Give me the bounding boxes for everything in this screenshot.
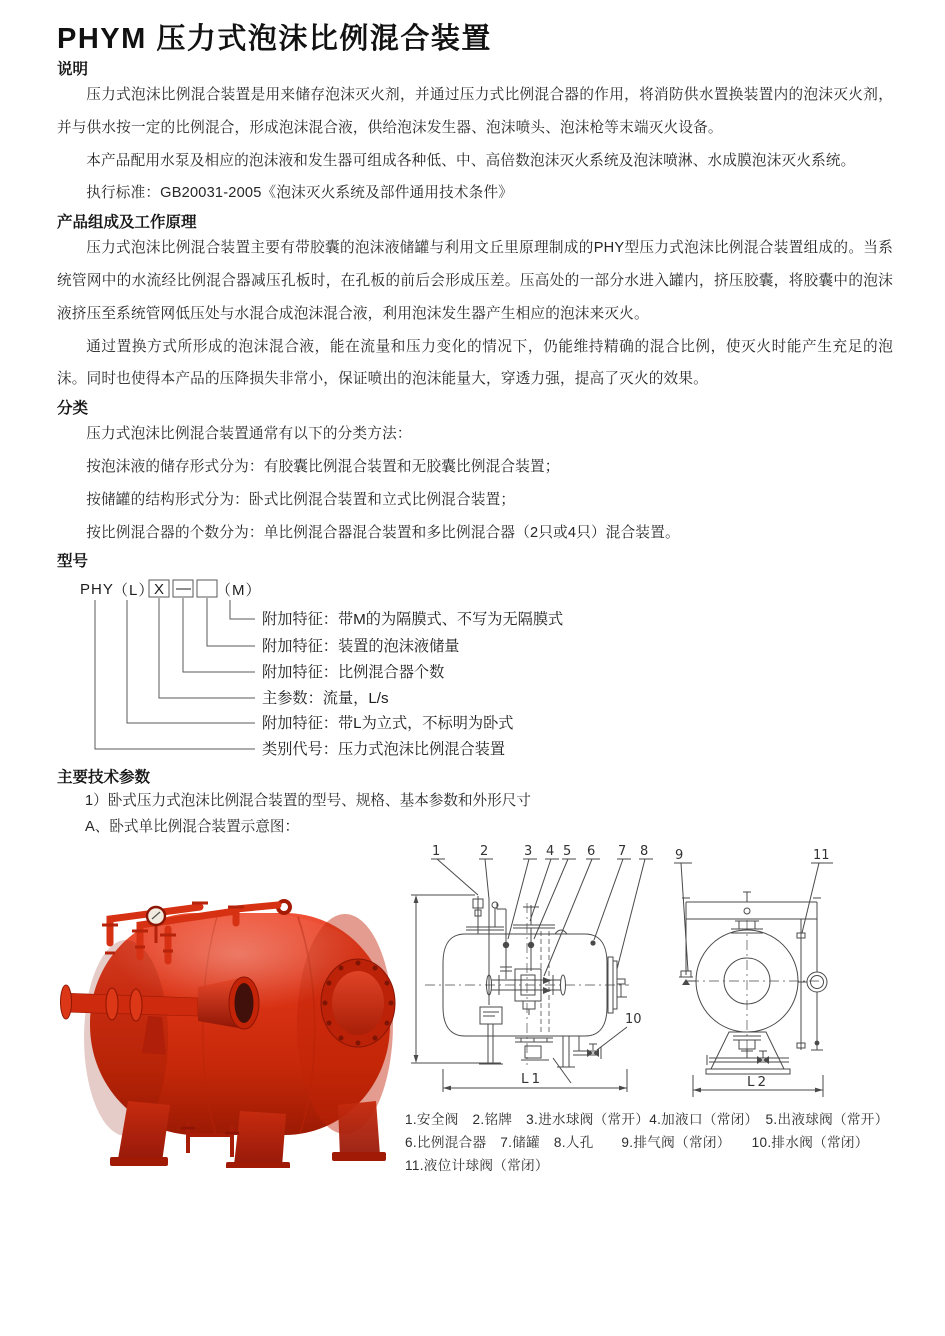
callout-2: 2 [480,844,489,860]
model-connector-dash [183,598,255,672]
model-label: 附加特征：装置的泡沫液储量 [262,638,460,656]
caption-line: 1.安全阀 2.铭牌 3.进水球阀（常开）4.加液口（常闭） 5.出液球阀（常开） [405,1112,889,1128]
callout-9: 9 [675,848,684,864]
principle-paragraph: 通过置换方式所形成的泡沫混合液，能在流量和压力变化的情况下，仍能维持精确的混合比例，使灭火时能产生充足的泡沫。同时也使得本产品的压降损失非常小，保证喷出的泡沫能量大，穿透力强，提高了灭火的效果。 [57,338,893,388]
callout-5: 5 [563,844,572,860]
principle-paragraph: 压力式泡沫比例混合装置主要有带胶囊的泡沫液储罐与利用文丘里原理制成的PHY型压力式泡沫比例混合装置组成的。当系统管网中的水流经比例混合器减压孔板时，在孔板的前后会形成压差。压高处的一部分水进入罐内，挤压胶囊，将胶囊中的泡沫液挤压至系统管网低压处与水混合成泡沫混合液，利用泡沫发生器产生相应的泡沫来灭火。 [57,240,893,322]
section-description [0,57,945,210]
model-code-m: （M） [216,582,262,600]
classification-item: 按泡沫液的储存形式分为：有胶囊比例混合装置和无胶囊比例混合装置； [86,458,560,475]
section-parameters [0,765,945,839]
model-connector-box [207,598,255,646]
parameters-line: A、卧式单比例混合装置示意图： [85,819,300,836]
callout-4: 4 [546,844,555,860]
callout-10: 10 [625,1012,642,1028]
model-label: 类别代号：压力式泡沫比例混合装置 [262,741,505,759]
parameters-heading: 主要技术参数 [57,769,151,787]
model-label: 主参数：流量，L/s [262,690,389,708]
model-code-dash: — [176,580,192,598]
description-paragraph: 压力式泡沫比例混合装置是用来储存泡沫灭火剂，并通过压力式比例混合器的作用，将消防供水置换装置内的泡沫灭火剂，并与供水按一定的比例混合，形成泡沫混合液，供给泡沫发生器、泡沫喷头、泡沫枪等末端灭火设备。 [57,87,893,136]
manhole-flange [321,959,395,1047]
nozzle-opening [235,983,254,1023]
figure-caption [405,1109,940,1177]
parameters-line: 1）卧式压力式泡沫比例混合装置的型号、规格、基本参数和外形尺寸 [85,793,531,810]
model-label: 附加特征：比例混合器个数 [262,664,445,682]
description-paragraph: 本产品配用水泵及相应的泡沫液和发生器可组成各种低、中、高倍数泡沫灭火系统及泡沫喷淋、水成膜泡沫灭火系统。 [86,152,856,169]
classification-heading: 分类 [57,400,89,418]
model-connector-phy [95,600,255,749]
caption-line: 11.液位计球阀（常闭） [405,1157,549,1173]
section-model [0,549,945,765]
model-label: 附加特征：带M的为隔膜式、不写为无隔膜式 [262,611,564,629]
figure-area [0,839,945,1179]
callout-11: 11 [813,848,830,864]
description-heading: 说明 [57,61,89,78]
model-connector-m [230,600,255,619]
section-classification [0,396,945,549]
side-view-drawing [403,839,693,1101]
model-heading: 型号 [57,553,89,571]
standard-reference: 执行标准：GB20031-2005《泡沫灭火系统及部件通用技术条件》 [86,185,514,202]
model-code-box-capacity [197,580,217,597]
product-photo [48,863,398,1168]
page-title: PHYM 压力式泡沫比例混合装置 [57,23,492,55]
model-code-diagram [57,573,877,765]
model-label: 附加特征：带L为立式，不标明为卧式 [262,715,514,733]
section-principle [0,210,945,396]
caption-line: 6.比例混合器 7.储罐 8.人孔 9.排气阀（常闭） 10.排水阀（常闭） [405,1134,869,1150]
model-code-prefix: PHY [80,581,114,599]
callout-7: 7 [618,844,627,860]
model-code-l: （L） [113,582,155,600]
end-view-drawing [661,845,945,1097]
callout-8: 8 [640,844,649,860]
classification-intro: 压力式泡沫比例混合装置通常有以下的分类方法： [86,426,412,443]
dimension-l2: L2 [747,1074,770,1091]
model-connector-l [127,600,255,723]
classification-item: 按储罐的结构形式分为：卧式比例混合装置和立式比例混合装置； [86,491,516,508]
callout-1: 1 [432,844,441,860]
callout-3: 3 [524,844,533,860]
classification-item: 按比例混合器的个数分为：单比例混合器混合装置和多比例混合器（2只或4只）混合装置。 [86,524,680,541]
model-code-x: X [154,581,166,599]
principle-heading: 产品组成及工作原理 [57,214,197,232]
dimension-l1: L1 [521,1071,544,1088]
callout-6: 6 [587,844,596,860]
